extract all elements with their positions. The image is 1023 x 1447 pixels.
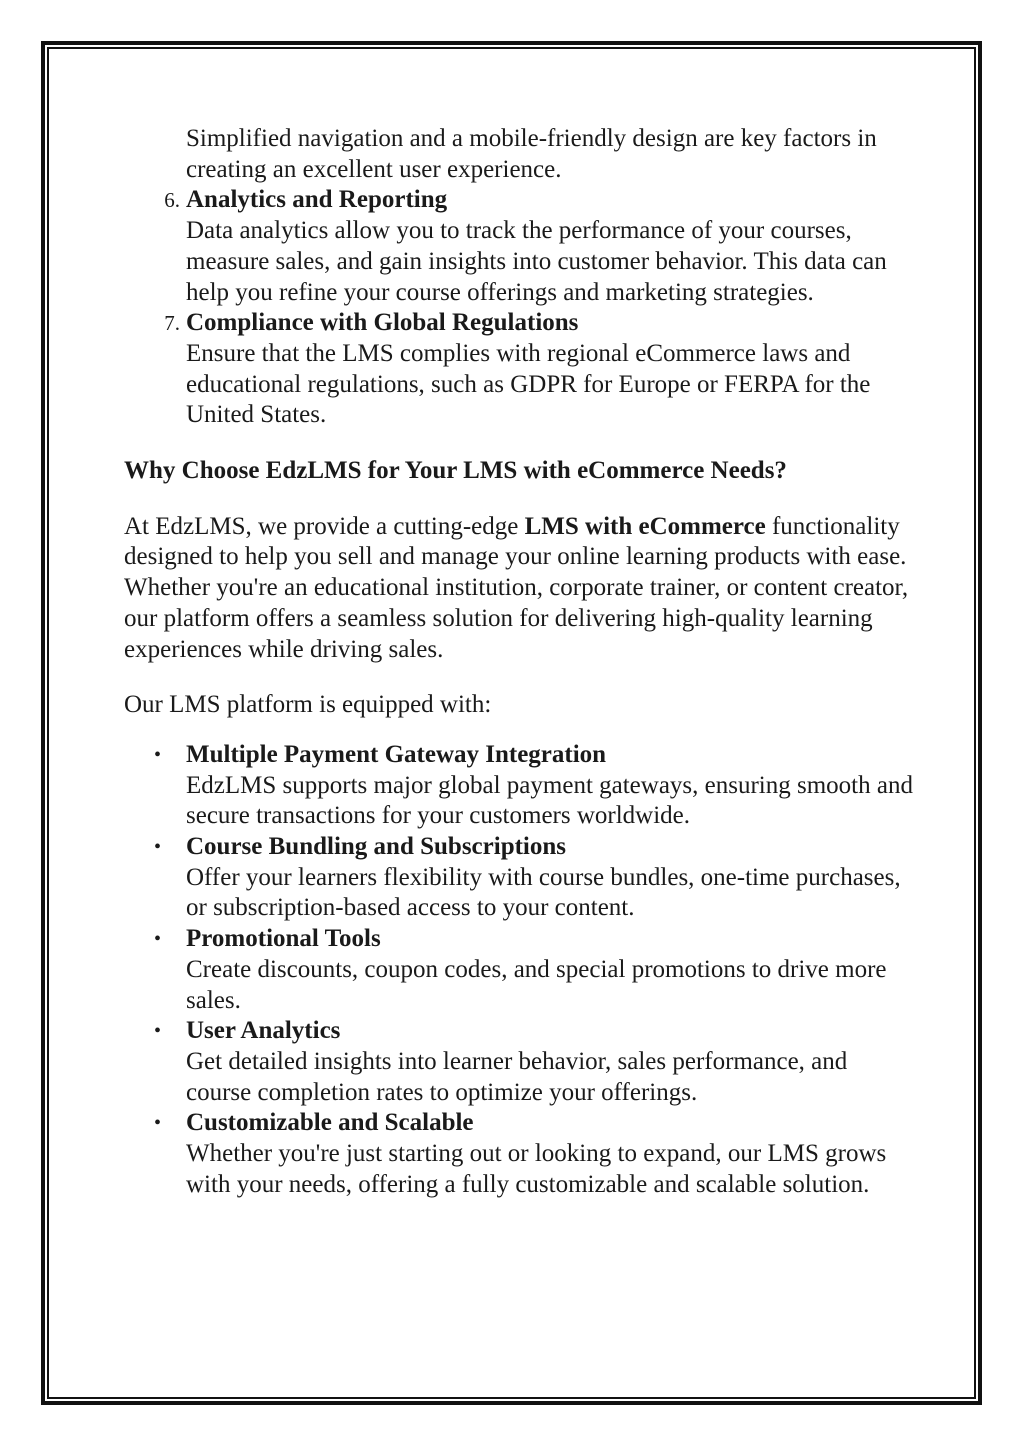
bullet-icon: • bbox=[154, 836, 162, 859]
bullet-icon: • bbox=[154, 1020, 162, 1043]
item-body: Offer your learners flexibility with course bundles, one-time purchases, or subscription-based access to your content. bbox=[186, 863, 901, 922]
bullet-icon: • bbox=[154, 1112, 162, 1135]
section-heading: Why Choose EdzLMS for Your LMS with eCommerce Needs? bbox=[124, 457, 787, 485]
item-title: Compliance with Global Regulations bbox=[186, 309, 579, 337]
bullet-icon: • bbox=[154, 928, 162, 951]
list-item-continuation bbox=[124, 124, 914, 185]
bullet-item-user-analytics bbox=[124, 1016, 914, 1108]
bullet-icon: • bbox=[154, 743, 162, 766]
continuation-text: Simplified navigation and a mobile-friendly design are key factors in creating an excellent user experience. bbox=[186, 125, 877, 183]
bullet-item-bundling bbox=[124, 832, 914, 924]
bullet-item-customizable bbox=[124, 1108, 914, 1200]
list-number: 6. bbox=[164, 188, 180, 213]
item-title: User Analytics bbox=[186, 1017, 341, 1045]
numbered-item-compliance bbox=[124, 308, 914, 431]
item-title: Analytics and Reporting bbox=[186, 186, 448, 214]
numbered-list bbox=[124, 124, 914, 431]
list-number: 7. bbox=[164, 311, 180, 336]
feature-bullet-list bbox=[124, 740, 914, 1201]
item-body: Ensure that the LMS complies with regional eCommerce laws and educational regulations, such as GDPR for Europe or FERPA for the United States. bbox=[186, 339, 871, 429]
item-title: Multiple Payment Gateway Integration bbox=[186, 740, 607, 768]
item-body: Whether you're just starting out or looking to expand, our LMS grows with your needs, offering a fully customizable and scalable solution. bbox=[186, 1140, 887, 1198]
item-title: Customizable and Scalable bbox=[186, 1109, 474, 1137]
bullet-item-payment-gateway bbox=[124, 740, 914, 832]
intro-paragraph bbox=[124, 512, 914, 666]
item-body: Data analytics allow you to track the performance of your courses, measure sales, and gain insights into customer behavior. This data can help you refine your course offerings and marketing strategies. bbox=[186, 217, 887, 306]
paragraph-text-start: At EdzLMS, we provide a cutting-edge bbox=[124, 512, 525, 540]
item-title: Course Bundling and Subscriptions bbox=[186, 833, 567, 861]
bullet-item-promotional bbox=[124, 924, 914, 1016]
paragraph-text-end: functionality designed to help you sell and manage your online learning products with ease. Whether you're an educational institution, corporate trainer, or content creator, our platform offers a seamless solution for delivering high-quality learning experiences while driving sales. bbox=[124, 512, 909, 663]
numbered-item-analytics bbox=[124, 185, 914, 308]
item-body: EdzLMS supports major global payment gateways, ensuring smooth and secure transactions for your customers worldwide. bbox=[186, 771, 913, 830]
document-body bbox=[124, 124, 914, 1201]
item-body: Get detailed insights into learner behavior, sales performance, and course completion rates to optimize your offerings. bbox=[186, 1047, 848, 1106]
item-title: Promotional Tools bbox=[186, 925, 381, 953]
equipped-intro: Our LMS platform is equipped with: bbox=[124, 691, 492, 719]
item-body: Create discounts, coupon codes, and special promotions to drive more sales. bbox=[186, 955, 887, 1014]
paragraph-bold-phrase: LMS with eCommerce bbox=[524, 512, 766, 540]
